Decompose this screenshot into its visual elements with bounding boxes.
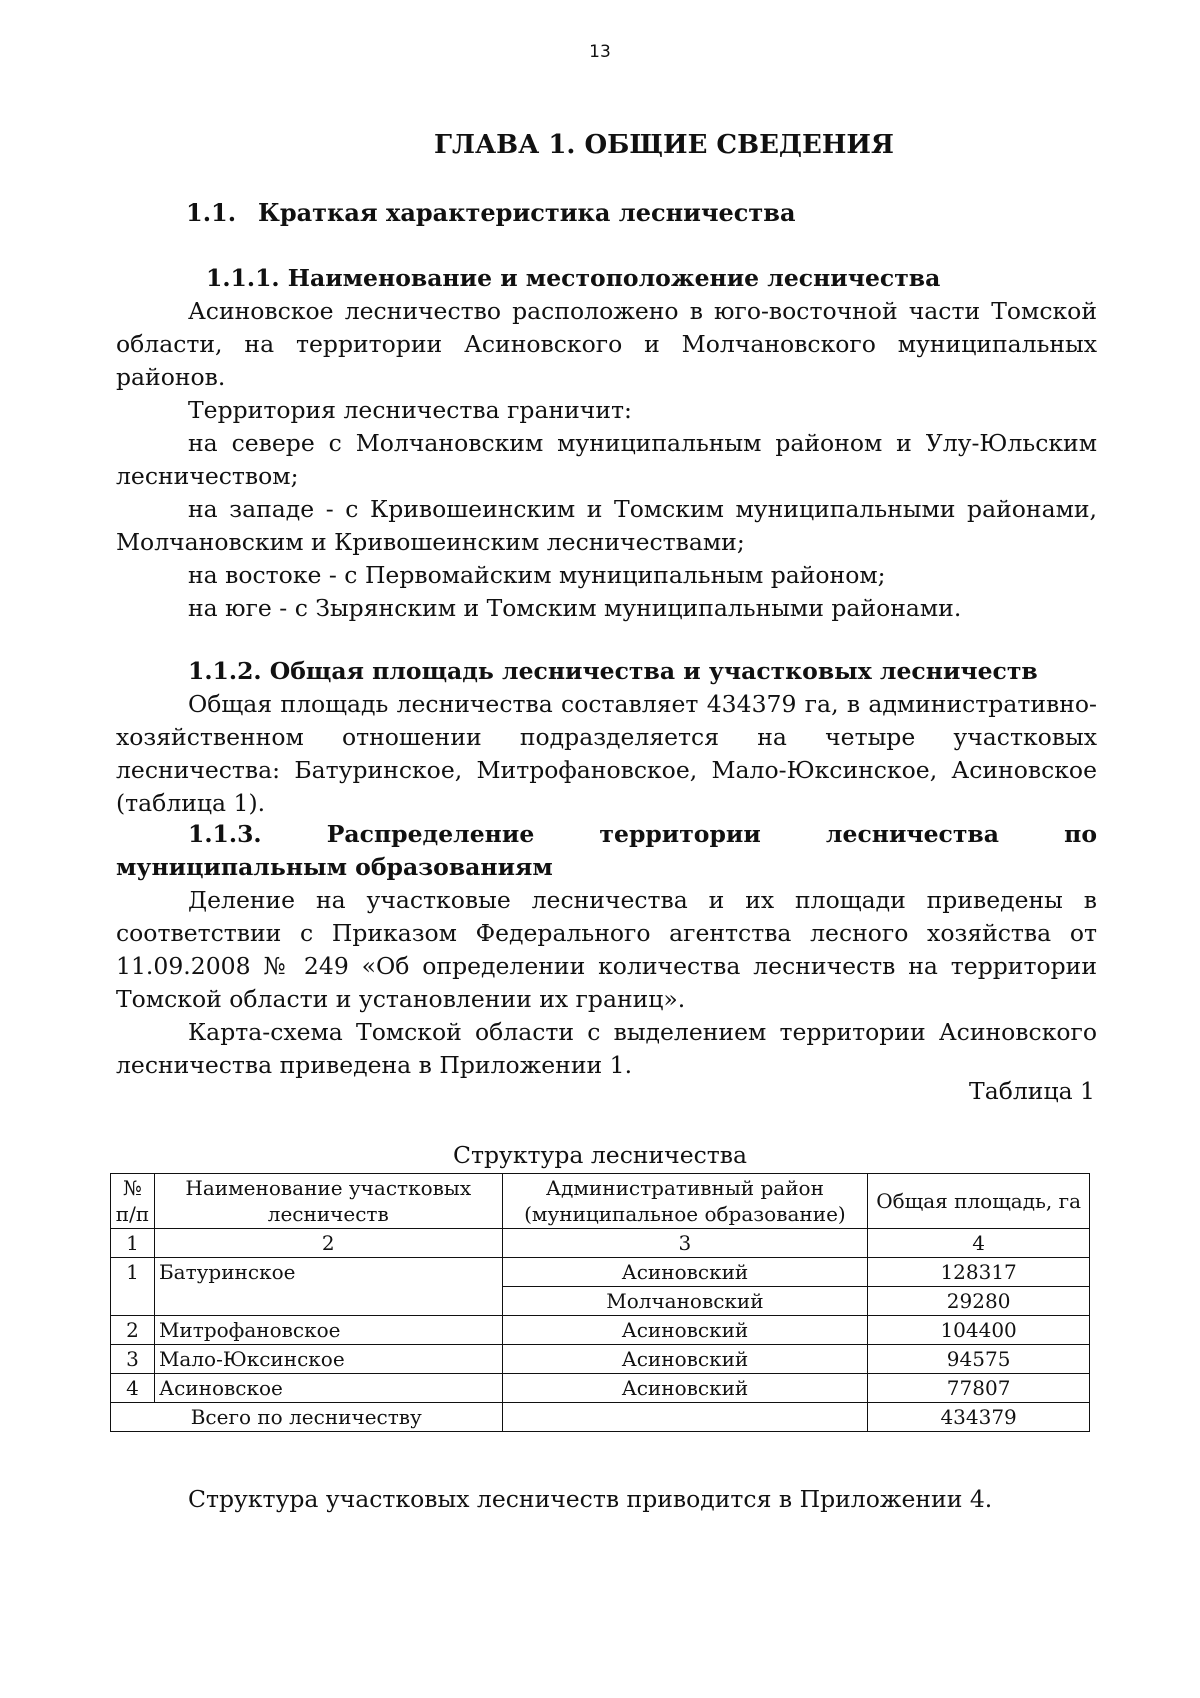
paragraph: на севере с Молчановским муниципальным районом и Улу-Юльским лесничеством;	[116, 429, 1097, 490]
subsection-1-1-3	[116, 818, 1097, 1082]
area: 29280	[868, 1287, 1090, 1316]
row-number: 1	[111, 1258, 155, 1316]
forestry-structure-table	[110, 1173, 1090, 1432]
chapter-title: ГЛАВА 1. ОБЩИЕ СВЕДЕНИЯ	[434, 130, 894, 160]
table-caption: Структура лесничества	[452, 1141, 748, 1169]
section-title	[186, 198, 796, 227]
row-number: 4	[111, 1374, 155, 1403]
paragraph: Деление на участковые лесничества и их площади приведены в соответствии с Приказом Федерального агентства лесного хозяйства от 11.09.2008 № 249 «Об определении количества лесничеств на территории Томской области и установлении их границ».	[116, 886, 1097, 1013]
area: 94575	[868, 1345, 1090, 1374]
district: Асиновский	[502, 1258, 868, 1287]
header-num: № п/п	[111, 1174, 155, 1229]
section-number: 1.1.	[186, 198, 237, 227]
area: 128317	[868, 1258, 1090, 1287]
district: Асиновский	[502, 1316, 868, 1345]
row-number: 3	[111, 1345, 155, 1374]
area: 77807	[868, 1374, 1090, 1403]
paragraph: Общая площадь лесничества составляет 434379 га, в административно-хозяйственном отношении подразделяется на четыре участковых лесничества: Батуринское, Митрофановское, Мало-Юксинское, Асиновское (таблица 1).	[116, 690, 1097, 817]
district: Асиновский	[502, 1345, 868, 1374]
district: Асиновский	[502, 1374, 868, 1403]
table-row	[111, 1316, 1090, 1345]
total-district	[502, 1403, 868, 1432]
total-label: Всего по лесничеству	[111, 1403, 503, 1432]
table-row	[111, 1374, 1090, 1403]
subsection-1-1-1	[116, 262, 1097, 625]
paragraph: на юге - с Зырянским и Томским муниципальными районами.	[188, 594, 962, 622]
column-number: 2	[154, 1229, 502, 1258]
table-total-row	[111, 1403, 1090, 1432]
header-name: Наименование участковых лесничеств	[154, 1174, 502, 1229]
forestry-name: Митрофановское	[154, 1316, 502, 1345]
subsection-1-1-2	[116, 655, 1097, 820]
table-header-row	[111, 1174, 1090, 1229]
subsection-heading: 1.1.3. Распределение территории лесничества по муниципальным образованиям	[116, 820, 1097, 881]
table-row	[111, 1258, 1090, 1287]
paragraph: Территория лесничества граничит:	[188, 396, 632, 424]
column-number: 3	[502, 1229, 868, 1258]
section-title-text: Краткая характеристика лесничества	[258, 198, 796, 227]
table-row	[111, 1345, 1090, 1374]
area: 104400	[868, 1316, 1090, 1345]
footer-paragraph: Структура участковых лесничеств приводится в Приложении 4.	[188, 1485, 993, 1513]
forestry-name: Мало-Юксинское	[154, 1345, 502, 1374]
page-number: 13	[589, 42, 611, 62]
paragraph: на востоке - с Первомайским муниципальным районом;	[188, 561, 886, 589]
subsection-heading: 1.1.2. Общая площадь лесничества и участковых лесничеств	[188, 657, 1038, 685]
column-number: 1	[111, 1229, 155, 1258]
column-number: 4	[868, 1229, 1090, 1258]
district: Молчановский	[502, 1287, 868, 1316]
table-column-number-row	[111, 1229, 1090, 1258]
paragraph: Асиновское лесничество расположено в юго-восточной части Томской области, на территории Асиновского и Молчановского муниципальных районов.	[116, 297, 1097, 391]
forestry-name: Батуринское	[154, 1258, 502, 1316]
subsection-heading: 1.1.1. Наименование и местоположение лесничества	[206, 264, 941, 292]
row-number: 2	[111, 1316, 155, 1345]
total-area: 434379	[868, 1403, 1090, 1432]
paragraph: Карта-схема Томской области с выделением территории Асиновского лесничества приведена в Приложении 1.	[116, 1018, 1097, 1079]
header-area: Общая площадь, га	[868, 1174, 1090, 1229]
forestry-name: Асиновское	[154, 1374, 502, 1403]
paragraph: на западе - с Кривошеинским и Томским муниципальными районами, Молчановским и Кривошеинским лесничествами;	[116, 495, 1097, 556]
header-district: Административный район (муниципальное образование)	[502, 1174, 868, 1229]
table-label: Таблица 1	[969, 1077, 1095, 1105]
